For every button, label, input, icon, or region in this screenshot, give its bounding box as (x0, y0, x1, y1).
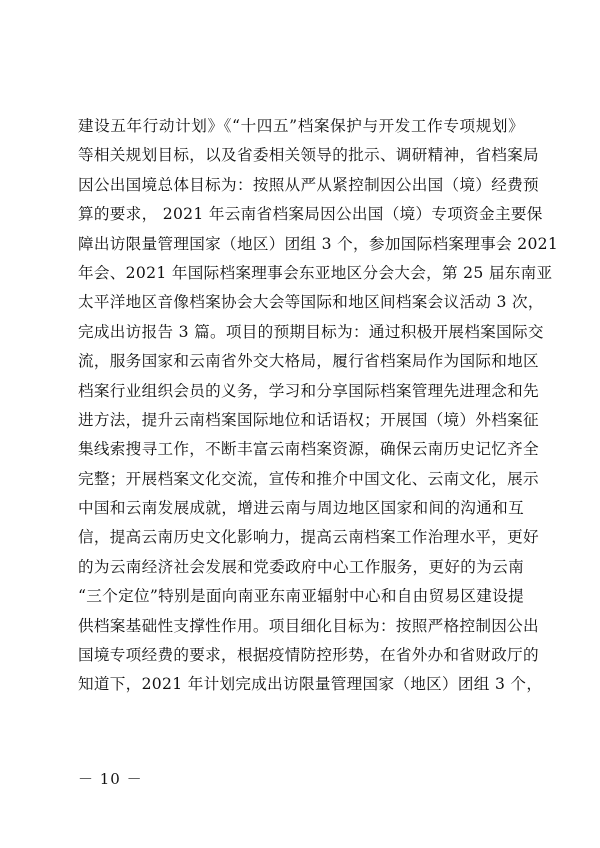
text-line-19: 国境专项经费的要求，根据疫情防控形势，在省外办和省财政厅的 (78, 646, 539, 665)
text-line-9: 流，服务国家和云南省外交大格局，履行省档案局作为国际和地区 (78, 352, 539, 371)
text-line-11: 进方法，提升云南档案国际地位和话语权；开展国（境）外档案征 (78, 410, 539, 429)
text-line-2: 等相关规划目标，以及省委相关领导的批示、调研精神，省档案局 (78, 146, 539, 165)
text-line-10: 档案行业组织会员的义务，学习和分享国际档案管理先进理念和先 (78, 381, 539, 400)
body-text (78, 112, 559, 700)
text-line-13: 完整；开展档案文化交流，宣传和推介中国文化、云南文化，展示 (78, 469, 539, 488)
text-line-14: 中国和云南发展成就，增进云南与周边地区国家和间的沟通和互 (78, 499, 524, 518)
text-line-15: 信，提高云南历史文化影响力，提高云南档案工作治理水平，更好 (78, 528, 539, 547)
text-line-1: 建设五年行动计划》《“十四五”档案保护与开发工作专项规划》 (78, 117, 524, 135)
text-line-4: 算的要求， 2021 年云南省档案局因公出国（境）专项资金主要保 (78, 205, 543, 224)
text-line-18: 供档案基础性支撑性作用。项目细化目标为：按照严格控制因公出 (78, 616, 539, 635)
text-line-16: 的为云南经济社会发展和党委政府中心工作服务，更好的为云南 (78, 557, 524, 576)
text-line-8: 完成出访报告 3 篇。项目的预期目标为：通过积极开展档案国际交 (78, 322, 544, 341)
text-line-6: 年会、2021 年国际档案理事会东亚地区分会大会，第 25 届东南亚 (78, 263, 553, 282)
text-line-20: 知道下，2021 年计划完成出访限量管理国家（地区）团组 3 个， (78, 675, 543, 694)
text-line-12: 集线索搜寻工作，不断丰富云南档案资源，确保云南历史记忆齐全 (78, 440, 539, 459)
page-number: － 10 － (78, 770, 143, 788)
text-line-5: 障出访限量管理国家（地区）团组 3 个，参加国际档案理事会 2021 (78, 234, 559, 253)
text-line-3: 因公出国境总体目标为：按照从严从紧控制因公出国（境）经费预 (78, 175, 539, 194)
text-line-17: “三个定位”特别是面向南亚东南亚辐射中心和自由贸易区建设提 (78, 587, 524, 606)
text-line-7: 太平洋地区音像档案协会大会等国际和地区间档案会议活动 3 次， (78, 293, 544, 312)
